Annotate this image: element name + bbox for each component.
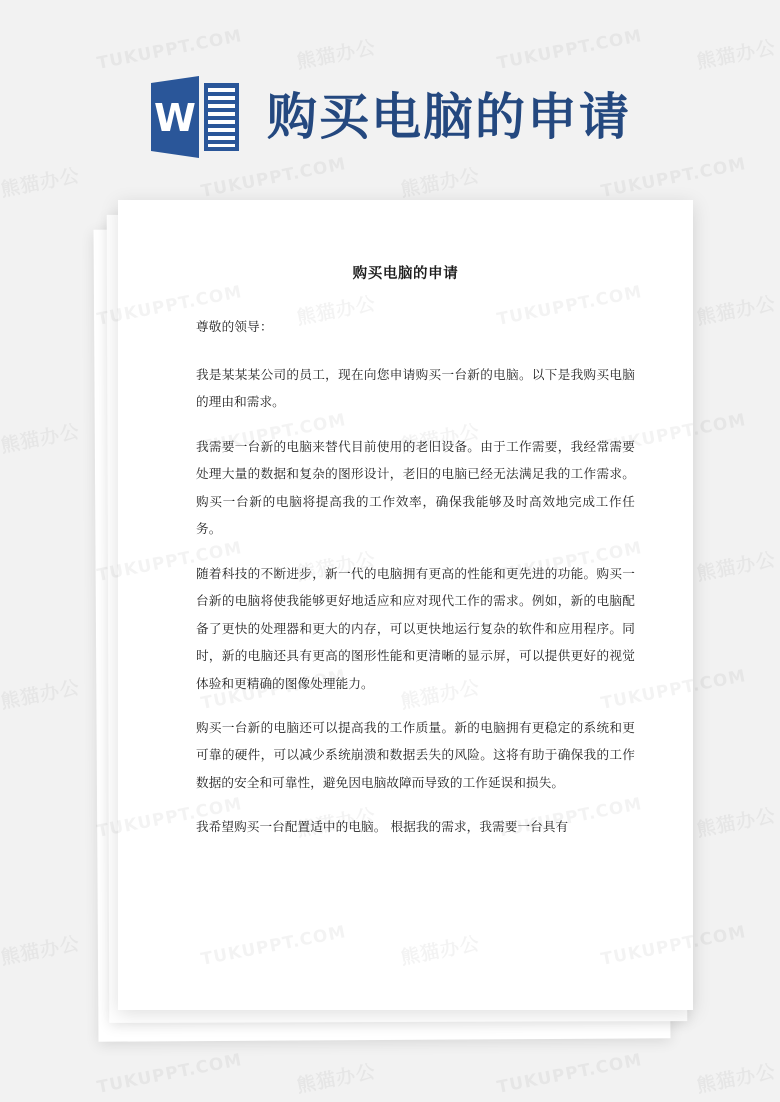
page-title: 购买电脑的申请 [267,87,631,146]
document-paragraph: 我是某某某公司的员工，现在向您申请购买一台新的电脑。以下是我购买电脑的理由和需求。 [196,367,635,410]
document-page-1[interactable] [118,200,693,1010]
document-heading: 购买电脑的申请 [352,266,459,282]
document-paragraph: 随着科技的不断进步，新一代的电脑拥有更高的性能和更先进的功能。购买一台新的电脑将使我能够更好地适应和应对现代工作的需求。例如，新的电脑配备了更快的处理器和更大的内存，可以更快地运行复杂的软件和应用程序。同时，新的电脑还具有更高的图形性能和更清晰的显示屏，可以提供更好的视觉体验和更精确的图像处理能力。 [196,565,635,691]
document-body [118,200,693,1010]
document-paragraph: 我希望购买一台配置适中的电脑。 根据我的需求，我需要一台具有 [196,819,569,835]
document-paragraph: 购买一台新的电脑还可以提高我的工作质量。新的电脑拥有更稳定的系统和更可靠的硬件，可以减少系统崩溃和数据丢失的风险。这将有助于确保我的工作数据的安全和可靠性，避免因电脑故障而导致的工作延误和损失。 [196,719,635,790]
document-salutation: 尊敬的领导： [196,319,273,334]
page-header [0,58,780,176]
document-paragraph: 我需要一台新的电脑来替代目前使用的老旧设备。由于工作需要，我经常需要处理大量的数据和复杂的图形设计，老旧的电脑已经无法满足我的工作需求。购买一台新的电脑将提高我的工作效率，确保我能够及时高效地完成工作任务。 [196,438,635,537]
word-document-icon [149,75,241,159]
svg-text:W: W [154,96,196,140]
